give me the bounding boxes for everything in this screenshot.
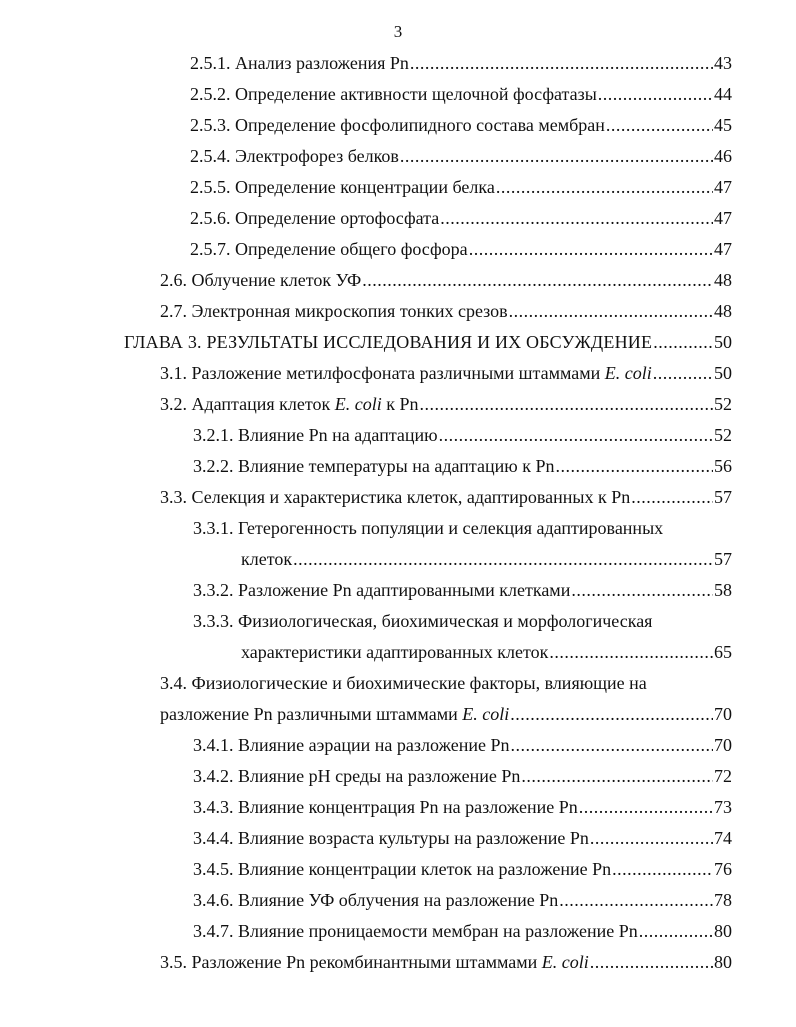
entry-title: Анализ разложения Pn [235,53,409,73]
entry-number: 3.1. [160,363,187,383]
toc-entry-3-4-5 [0,854,796,884]
entry-title: характеристики адаптированных клеток [241,642,549,662]
entry-number: 2.5.2. [190,84,231,104]
entry-title: Электрофорез белков [235,146,399,166]
entry-title: Определение фосфолипидного состава мембран [235,115,605,135]
entry-page: 78 [714,890,732,910]
entry-page: 47 [714,208,732,228]
entry-number: 2.5.4. [190,146,231,166]
leader-dots [510,699,713,729]
toc-entry-3-4-7 [0,916,796,946]
entry-page: 57 [714,487,732,507]
entry-title: Селекция и характеристика клеток, адаптированных к Pn [191,487,631,507]
toc-entry-2-5-4 [0,141,796,171]
entry-title: Физиологические и биохимические факторы, влияющие на [191,673,647,693]
entry-number: 3.3.1. [193,518,234,538]
entry-organism: E. coli [604,363,652,383]
leader-dots [496,172,713,202]
entry-title: Определение активности щелочной фосфатазы [235,84,597,104]
entry-title: Влияние УФ облучения на разложение Pn [238,890,559,910]
leader-dots [606,110,713,140]
toc-entry-3-4-6 [0,885,796,915]
toc-entry-3-3-3-cont [0,637,796,667]
entry-page: 72 [714,766,732,786]
toc-entry-2-5-2 [0,79,796,109]
entry-title: Адаптация клеток [191,394,331,414]
leader-dots [631,482,713,512]
toc-entry-3-2 [0,389,796,419]
toc-entry-2-5-3 [0,110,796,140]
toc-entry-3-4-1 [0,730,796,760]
entry-page: 57 [714,549,732,569]
leader-dots [521,761,713,791]
toc-entry-2-5-7 [0,234,796,264]
entry-title: Определение концентрации белка [235,177,495,197]
leader-dots [653,327,713,357]
leader-dots [598,79,713,109]
leader-dots [612,854,713,884]
entry-title: Определение ортофосфата [235,208,440,228]
leader-dots [579,792,713,822]
entry-number: 3.2. [160,394,187,414]
entry-title: Электронная микроскопия тонких срезов [191,301,508,321]
entry-title: Гетерогенность популяции и селекция адаптированных [238,518,664,538]
leader-dots [400,141,713,171]
entry-organism: E. coli [462,704,510,724]
entry-title: Влияние Pn на адаптацию [238,425,438,445]
entry-page: 52 [714,425,732,445]
entry-title-suffix: к Pn [386,394,419,414]
leader-dots [509,296,713,326]
toc-entry-3-2-1 [0,420,796,450]
entry-page: 73 [714,797,732,817]
leader-dots [410,48,713,78]
entry-page: 43 [714,53,732,73]
entry-number: 3.2.2. [193,456,234,476]
entry-number: 3.3. [160,487,187,507]
entry-title: Разложение Pn адаптированными клетками [238,580,571,600]
entry-title: Влияние концентрация Pn на разложение Pn [238,797,578,817]
leader-dots [590,947,713,977]
entry-page: 47 [714,177,732,197]
toc-entry-2-6 [0,265,796,295]
entry-page: 70 [714,704,732,724]
entry-number: 2.5.5. [190,177,231,197]
toc-entry-2-5-5 [0,172,796,202]
entry-number: 2.5.1. [190,53,231,73]
entry-page: 76 [714,859,732,879]
entry-number: 2.5.6. [190,208,231,228]
entry-number: 3.4.6. [193,890,234,910]
entry-number: 2.5.3. [190,115,231,135]
entry-title: Влияние концентрации клеток на разложение Pn [238,859,612,879]
leader-dots [590,823,713,853]
entry-page: 44 [714,84,732,104]
leader-dots [439,420,713,450]
toc-entry-3-3-3 [0,606,796,636]
entry-title: Влияние pH среды на разложение Pn [238,766,521,786]
entry-number: 2.5.7. [190,239,231,259]
entry-number: 3.4.7. [193,921,234,941]
toc-entry-3-3-1 [0,513,796,543]
entry-organism: E. coli [541,952,589,972]
entry-page: 70 [714,735,732,755]
entry-page: 48 [714,301,732,321]
entry-number: 3.5. [160,952,187,972]
entry-title: Влияние аэрации на разложение Pn [238,735,510,755]
leader-dots [549,637,713,667]
entry-number: 3.4. [160,673,187,693]
entry-organism: E. coli [334,394,382,414]
entry-page: 50 [714,332,732,352]
toc-entry-3-4-2 [0,761,796,791]
leader-dots [639,916,713,946]
entry-title: РЕЗУЛЬТАТЫ ИССЛЕДОВАНИЯ И ИХ ОБСУЖДЕНИЕ [206,332,653,352]
entry-title: Разложение Pn рекомбинантными штаммами [191,952,538,972]
entry-page: 80 [714,921,732,941]
entry-title: клеток [241,549,293,569]
leader-dots [510,730,713,760]
toc-entry-3-4-3 [0,792,796,822]
entry-page: 65 [714,642,732,662]
entry-page: 58 [714,580,732,600]
entry-page: 50 [714,363,732,383]
toc-entry-3-3 [0,482,796,512]
toc-entry-3-1 [0,358,796,388]
toc-entry-3-5 [0,947,796,977]
toc-entry-3-4 [0,668,796,698]
entry-number: 2.6. [160,270,187,290]
entry-number: 3.3.3. [193,611,234,631]
entry-title: Облучение клеток УФ [191,270,362,290]
leader-dots [469,234,713,264]
entry-title: Влияние температуры на адаптацию к Pn [238,456,555,476]
toc-entry-2-5-1 [0,48,796,78]
toc-entry-3-4-cont [0,699,796,729]
entry-title: Влияние проницаемости мембран на разложение Pn [238,921,638,941]
entry-page: 56 [714,456,732,476]
leader-dots [559,885,713,915]
entry-number: 3.2.1. [193,425,234,445]
entry-number: 3.4.5. [193,859,234,879]
leader-dots [571,575,713,605]
toc-entry-3-3-2 [0,575,796,605]
entry-number: 3.4.2. [193,766,234,786]
entry-page: 74 [714,828,732,848]
leader-dots [293,544,713,574]
entry-page: 52 [714,394,732,414]
toc-entry-2-5-6 [0,203,796,233]
entry-title: Разложение метилфосфоната различными штаммами [191,363,601,383]
toc-entry-3-3-1-cont [0,544,796,574]
toc-entry-2-7 [0,296,796,326]
toc-entry-chapter-3 [0,327,796,357]
entry-number: 3.3.2. [193,580,234,600]
entry-page: 47 [714,239,732,259]
entry-number: 3.4.4. [193,828,234,848]
leader-dots [420,389,713,419]
entry-title: Определение общего фосфора [235,239,468,259]
leader-dots [653,358,713,388]
entry-title: разложение Pn различными штаммами [160,704,458,724]
leader-dots [440,203,713,233]
entry-number: 3.4.1. [193,735,234,755]
toc-entry-3-4-4 [0,823,796,853]
leader-dots [362,265,713,295]
entry-number: 2.7. [160,301,187,321]
entry-title: Влияние возраста культуры на разложение Pn [238,828,589,848]
entry-title: Физиологическая, биохимическая и морфологическая [238,611,653,631]
entry-number: ГЛАВА 3. [124,332,202,352]
entry-page: 80 [714,952,732,972]
entry-page: 45 [714,115,732,135]
entry-number: 3.4.3. [193,797,234,817]
toc-entry-3-2-2 [0,451,796,481]
page-number: 3 [393,22,403,41]
entry-page: 48 [714,270,732,290]
entry-page: 46 [714,146,732,166]
leader-dots [555,451,713,481]
